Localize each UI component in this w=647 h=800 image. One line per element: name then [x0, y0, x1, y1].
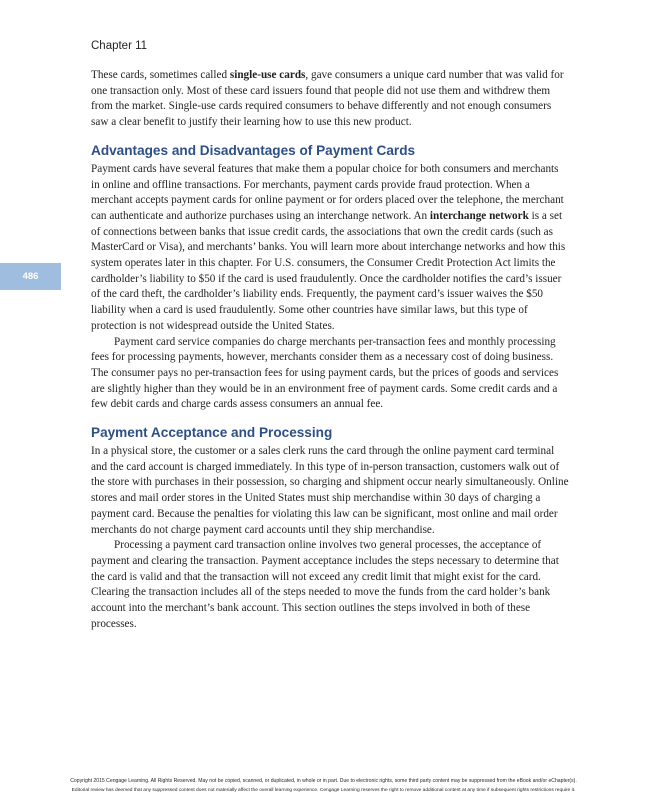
- term-single-use-cards: single-use cards: [229, 69, 306, 81]
- intro-text-after: , gave consumers a unique card number that was valid for one transaction only. Most of these card issuers found that people did not use them and withdrew them from the market. Single-use cards required consumers to behave differently and not enough consumers saw a clear benefit to justify their learning how to use this new product.: [91, 69, 564, 129]
- advantages-paragraph-2: Payment card service companies do charge merchants per-transaction fees and monthly processing fees for processing payments, however, merchants consider them as a necessary cost of doing business. The consumer pays no per-transaction fees for using payment cards, but the prices of goods and services are slightly higher than they would be in an environment free of payment cards. Some credit cards and a few debit cards and charge cards assess consumers an annual fee.: [91, 335, 559, 411]
- intro-text-before: These cards, sometimes called: [91, 69, 230, 81]
- chapter-header: Chapter 11: [91, 40, 148, 52]
- advantages-text-before: Payment cards have several features that make them a popular choice for both consumers and merchants in online and offline transactions. For merchants, payment cards provide fraud protection. When a merchant accepts payment cards for online payment or for orders placed over the telephone, the merchant can authenticate and authorize purchases using an interchange network. An: [91, 162, 564, 222]
- intro-paragraph: [91, 68, 569, 131]
- advantages-text-after: is a set of connections between banks that issue credit cards, the associations that own the credit cards (such as MasterCard or Visa), and merchants’ banks. You will learn more about interchange networks and how this system operates later in this chapter. For U.S. consumers, the Consumer Credit Protection Act limits the cardholder’s liability to $50 if the card is used fraudulently. Once the cardholder notifies the card’s issuer of the card theft, the cardholder’s liability ends. Frequently, the payment card’s issuer waives the $50 liability when a card is used fraudulently. Some other countries have similar laws, but this type of protection is not widespread outside the United States.: [91, 209, 566, 332]
- acceptance-paragraph-1: In a physical store, the customer or a sales clerk runs the card through the online payment card terminal and the card account is charged immediately. In this type of in-person transaction, customers walk out of the store with purchases in their possession, so charging and shipment occur nearly simultaneously. Online stores and mail order stores in the United States must ship merchandise within 30 days of charging a payment card. Because the penalties for violating this law can be significant, most online and mail order merchants do not charge payment card accounts until they ship merchandise.: [91, 445, 569, 536]
- body-content: [91, 68, 569, 633]
- page-number-tab: 486: [0, 263, 61, 290]
- term-interchange-network: interchange network: [429, 209, 529, 222]
- advantages-paragraph-1: [91, 162, 569, 335]
- section-heading-advantages: Advantages and Disadvantages of Payment Cards: [91, 142, 416, 158]
- editorial-notice: Editorial review has deemed that any suppressed content does not materially affect the overall learning experience. Cengage Learning reserves the right to remove additional content at any time if subsequent rights restrictions require it.: [71, 788, 576, 793]
- acceptance-paragraph-2: Processing a payment card transaction online involves two general processes, the acceptance of payment and clearing the transaction. Payment acceptance includes the steps necessary to determine that the card is valid and that the transaction will not exceed any credit limit that might exist for the card. Clearing the transaction includes all of the steps needed to move the funds from the card holder’s bank account into the merchant’s bank account. This section outlines the steps involved in both of these processes.: [91, 539, 559, 630]
- copyright-notice: Copyright 2015 Cengage Learning. All Rights Reserved. May not be copied, scanned, or duplicated, in whole or in part. Due to electronic rights, some third party content may be suppressed from the eBook and/or eChapter(s).: [70, 778, 577, 784]
- section-heading-acceptance: Payment Acceptance and Processing: [91, 425, 333, 441]
